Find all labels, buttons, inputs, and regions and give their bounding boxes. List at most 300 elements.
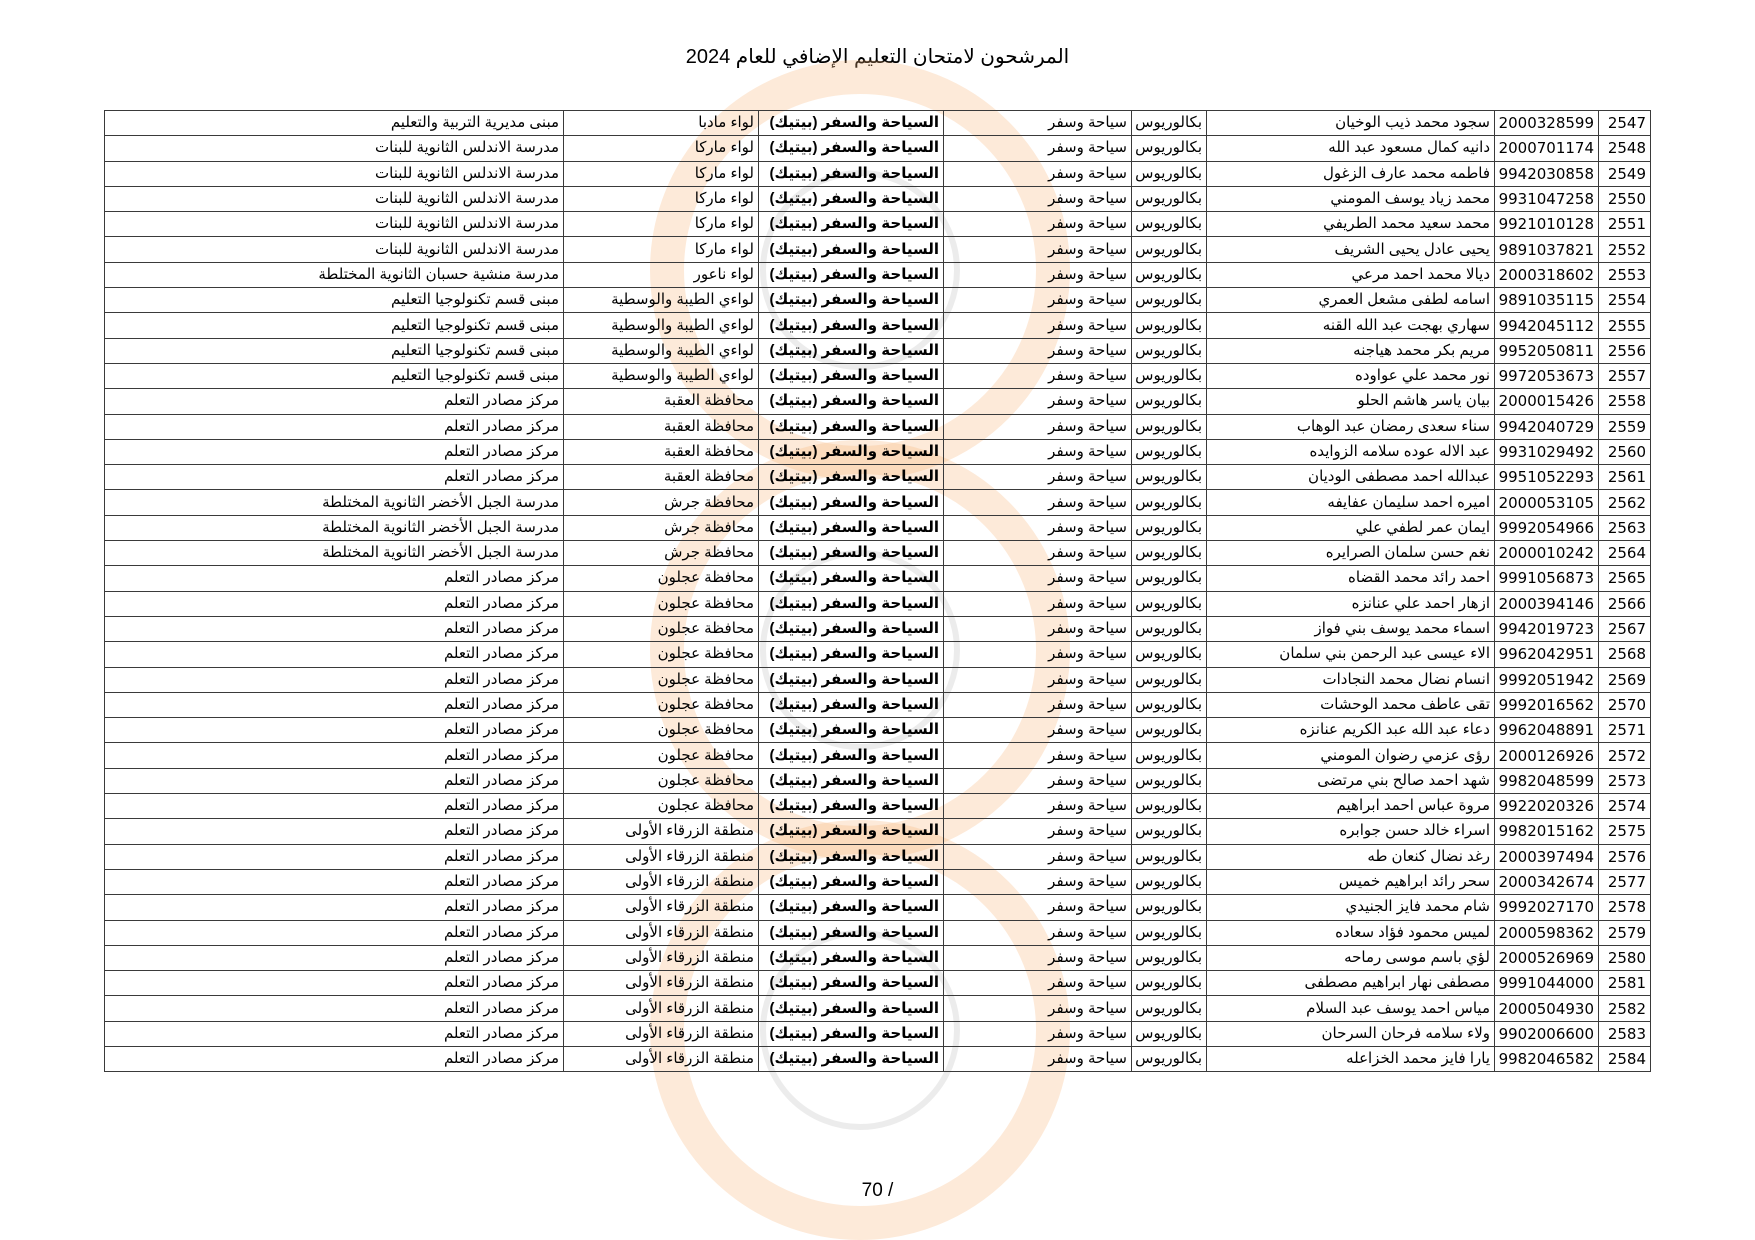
exam-center-cell: مدرسة الاندلس الثانوية للبنات: [105, 186, 564, 211]
national-id-cell: 9942019723: [1495, 616, 1599, 641]
region-cell: منطقة الزرقاء الأولى: [564, 1046, 759, 1071]
region-cell: منطقة الزرقاء الأولى: [564, 971, 759, 996]
table-row: [105, 819, 1651, 844]
region-cell: منطقة الزرقاء الأولى: [564, 996, 759, 1021]
national-id-cell: 9931047258: [1495, 186, 1599, 211]
specialization-cell: السياحة والسفر (بيتيك): [759, 945, 944, 970]
table-row: [105, 642, 1651, 667]
row-seq-cell: 2582: [1599, 996, 1651, 1021]
specialization-cell: السياحة والسفر (بيتيك): [759, 414, 944, 439]
national-id-cell: 9942045112: [1495, 313, 1599, 338]
exam-center-cell: مدرسة منشية حسبان الثانوية المختلطة: [105, 262, 564, 287]
candidate-name-cell: ديالا محمد احمد مرعي: [1207, 262, 1495, 287]
exam-center-cell: مركز مصادر التعلم: [105, 920, 564, 945]
row-seq-cell: 2559: [1599, 414, 1651, 439]
candidate-name-cell: فاطمه محمد عارف الزغول: [1207, 161, 1495, 186]
region-cell: محافظة جرش: [564, 490, 759, 515]
major-cell: سياحة وسفر: [944, 895, 1132, 920]
national-id-cell: 9962042951: [1495, 642, 1599, 667]
specialization-cell: السياحة والسفر (بيتيك): [759, 819, 944, 844]
row-seq-cell: 2575: [1599, 819, 1651, 844]
specialization-cell: السياحة والسفر (بيتيك): [759, 1046, 944, 1071]
region-cell: لواءي الطيبة والوسطية: [564, 338, 759, 363]
degree-cell: بكالوريوس: [1132, 1021, 1207, 1046]
degree-cell: بكالوريوس: [1132, 920, 1207, 945]
degree-cell: بكالوريوس: [1132, 718, 1207, 743]
exam-center-cell: مركز مصادر التعلم: [105, 642, 564, 667]
exam-center-cell: مدرسة الجبل الأخضر الثانوية المختلطة: [105, 541, 564, 566]
exam-center-cell: مدرسة الجبل الأخضر الثانوية المختلطة: [105, 515, 564, 540]
degree-cell: بكالوريوس: [1132, 389, 1207, 414]
table-row: [105, 465, 1651, 490]
national-id-cell: 9891037821: [1495, 237, 1599, 262]
row-seq-cell: 2552: [1599, 237, 1651, 262]
specialization-cell: السياحة والسفر (بيتيك): [759, 844, 944, 869]
degree-cell: بكالوريوس: [1132, 288, 1207, 313]
candidate-name-cell: نغم حسن سلمان الصرايره: [1207, 541, 1495, 566]
row-seq-cell: 2554: [1599, 288, 1651, 313]
table-row: [105, 616, 1651, 641]
table-row: [105, 338, 1651, 363]
exam-center-cell: مركز مصادر التعلم: [105, 743, 564, 768]
row-seq-cell: 2553: [1599, 262, 1651, 287]
candidate-name-cell: دانيه كمال مسعود عبد الله: [1207, 136, 1495, 161]
row-seq-cell: 2555: [1599, 313, 1651, 338]
national-id-cell: 9942030858: [1495, 161, 1599, 186]
degree-cell: بكالوريوس: [1132, 465, 1207, 490]
row-seq-cell: 2571: [1599, 718, 1651, 743]
region-cell: محافظة جرش: [564, 541, 759, 566]
national-id-cell: 9891035115: [1495, 288, 1599, 313]
row-seq-cell: 2548: [1599, 136, 1651, 161]
region-cell: منطقة الزرقاء الأولى: [564, 844, 759, 869]
region-cell: لواءي الطيبة والوسطية: [564, 313, 759, 338]
region-cell: محافظة عجلون: [564, 566, 759, 591]
degree-cell: بكالوريوس: [1132, 541, 1207, 566]
table-row: [105, 794, 1651, 819]
table-row: [105, 667, 1651, 692]
national-id-cell: 9982015162: [1495, 819, 1599, 844]
region-cell: محافظة عجلون: [564, 692, 759, 717]
specialization-cell: السياحة والسفر (بيتيك): [759, 515, 944, 540]
degree-cell: بكالوريوس: [1132, 515, 1207, 540]
table-row: [105, 692, 1651, 717]
major-cell: سياحة وسفر: [944, 465, 1132, 490]
table-row: [105, 869, 1651, 894]
major-cell: سياحة وسفر: [944, 971, 1132, 996]
degree-cell: بكالوريوس: [1132, 642, 1207, 667]
specialization-cell: السياحة والسفر (بيتيك): [759, 869, 944, 894]
table-row: [105, 313, 1651, 338]
region-cell: لواء ماركا: [564, 136, 759, 161]
row-seq-cell: 2560: [1599, 439, 1651, 464]
table-row: [105, 414, 1651, 439]
major-cell: سياحة وسفر: [944, 844, 1132, 869]
national-id-cell: 9931029492: [1495, 439, 1599, 464]
exam-center-cell: مركز مصادر التعلم: [105, 616, 564, 641]
row-seq-cell: 2567: [1599, 616, 1651, 641]
national-id-cell: 9942040729: [1495, 414, 1599, 439]
exam-center-cell: مركز مصادر التعلم: [105, 794, 564, 819]
degree-cell: بكالوريوس: [1132, 161, 1207, 186]
national-id-cell: 9992027170: [1495, 895, 1599, 920]
major-cell: سياحة وسفر: [944, 111, 1132, 136]
candidate-name-cell: اسامه لطفى مشعل العمري: [1207, 288, 1495, 313]
region-cell: لواء ماركا: [564, 237, 759, 262]
major-cell: سياحة وسفر: [944, 743, 1132, 768]
table-row: [105, 945, 1651, 970]
row-seq-cell: 2573: [1599, 768, 1651, 793]
candidate-name-cell: رغد نضال كنعان طه: [1207, 844, 1495, 869]
national-id-cell: 9902006600: [1495, 1021, 1599, 1046]
region-cell: لواء مادبا: [564, 111, 759, 136]
table-row: [105, 186, 1651, 211]
row-seq-cell: 2551: [1599, 212, 1651, 237]
specialization-cell: السياحة والسفر (بيتيك): [759, 1021, 944, 1046]
table-row: [105, 111, 1651, 136]
national-id-cell: 9952050811: [1495, 338, 1599, 363]
degree-cell: بكالوريوس: [1132, 844, 1207, 869]
major-cell: سياحة وسفر: [944, 996, 1132, 1021]
major-cell: سياحة وسفر: [944, 439, 1132, 464]
national-id-cell: 2000126926: [1495, 743, 1599, 768]
region-cell: لواء ناعور: [564, 262, 759, 287]
national-id-cell: 9951052293: [1495, 465, 1599, 490]
table-row: [105, 768, 1651, 793]
exam-center-cell: مركز مصادر التعلم: [105, 718, 564, 743]
national-id-cell: 9982046582: [1495, 1046, 1599, 1071]
national-id-cell: 9991056873: [1495, 566, 1599, 591]
national-id-cell: 9972053673: [1495, 363, 1599, 388]
row-seq-cell: 2547: [1599, 111, 1651, 136]
region-cell: لواءي الطيبة والوسطية: [564, 288, 759, 313]
degree-cell: بكالوريوس: [1132, 996, 1207, 1021]
degree-cell: بكالوريوس: [1132, 262, 1207, 287]
region-cell: محافظة العقبة: [564, 465, 759, 490]
region-cell: محافظة عجلون: [564, 591, 759, 616]
degree-cell: بكالوريوس: [1132, 212, 1207, 237]
specialization-cell: السياحة والسفر (بيتيك): [759, 186, 944, 211]
specialization-cell: السياحة والسفر (بيتيك): [759, 288, 944, 313]
degree-cell: بكالوريوس: [1132, 794, 1207, 819]
specialization-cell: السياحة والسفر (بيتيك): [759, 616, 944, 641]
exam-center-cell: مركز مصادر التعلم: [105, 439, 564, 464]
specialization-cell: السياحة والسفر (بيتيك): [759, 920, 944, 945]
candidate-name-cell: مصطفى نهار ابراهيم مصطفى: [1207, 971, 1495, 996]
specialization-cell: السياحة والسفر (بيتيك): [759, 743, 944, 768]
degree-cell: بكالوريوس: [1132, 616, 1207, 641]
row-seq-cell: 2583: [1599, 1021, 1651, 1046]
degree-cell: بكالوريوس: [1132, 692, 1207, 717]
row-seq-cell: 2549: [1599, 161, 1651, 186]
national-id-cell: 2000526969: [1495, 945, 1599, 970]
exam-center-cell: مركز مصادر التعلم: [105, 945, 564, 970]
exam-center-cell: مركز مصادر التعلم: [105, 1046, 564, 1071]
national-id-cell: 2000701174: [1495, 136, 1599, 161]
degree-cell: بكالوريوس: [1132, 1046, 1207, 1071]
specialization-cell: السياحة والسفر (بيتيك): [759, 136, 944, 161]
specialization-cell: السياحة والسفر (بيتيك): [759, 161, 944, 186]
exam-center-cell: مبنى قسم تكنولوجيا التعليم: [105, 313, 564, 338]
table-row: [105, 389, 1651, 414]
major-cell: سياحة وسفر: [944, 616, 1132, 641]
region-cell: محافظة العقبة: [564, 414, 759, 439]
national-id-cell: 9921010128: [1495, 212, 1599, 237]
candidate-name-cell: اسراء خالد حسن جوابره: [1207, 819, 1495, 844]
specialization-cell: السياحة والسفر (بيتيك): [759, 212, 944, 237]
major-cell: سياحة وسفر: [944, 262, 1132, 287]
row-seq-cell: 2562: [1599, 490, 1651, 515]
candidate-name-cell: ولاء سلامه فرحان السرحان: [1207, 1021, 1495, 1046]
degree-cell: بكالوريوس: [1132, 439, 1207, 464]
exam-center-cell: مركز مصادر التعلم: [105, 591, 564, 616]
exam-center-cell: مركز مصادر التعلم: [105, 414, 564, 439]
exam-center-cell: مركز مصادر التعلم: [105, 996, 564, 1021]
row-seq-cell: 2580: [1599, 945, 1651, 970]
degree-cell: بكالوريوس: [1132, 237, 1207, 262]
page-number: 70 /: [861, 1180, 894, 1201]
candidate-name-cell: شام محمد فايز الجنيدي: [1207, 895, 1495, 920]
row-seq-cell: 2564: [1599, 541, 1651, 566]
exam-center-cell: مدرسة الاندلس الثانوية للبنات: [105, 212, 564, 237]
major-cell: سياحة وسفر: [944, 566, 1132, 591]
region-cell: لواء ماركا: [564, 161, 759, 186]
major-cell: سياحة وسفر: [944, 288, 1132, 313]
row-seq-cell: 2578: [1599, 895, 1651, 920]
candidate-name-cell: لميس محمود فؤاد سعاده: [1207, 920, 1495, 945]
major-cell: سياحة وسفر: [944, 161, 1132, 186]
region-cell: محافظة عجلون: [564, 768, 759, 793]
degree-cell: بكالوريوس: [1132, 136, 1207, 161]
national-id-cell: 9991044000: [1495, 971, 1599, 996]
major-cell: سياحة وسفر: [944, 768, 1132, 793]
exam-center-cell: مبنى قسم تكنولوجيا التعليم: [105, 288, 564, 313]
degree-cell: بكالوريوس: [1132, 768, 1207, 793]
specialization-cell: السياحة والسفر (بيتيك): [759, 439, 944, 464]
major-cell: سياحة وسفر: [944, 237, 1132, 262]
candidate-name-cell: سناء سعدى رمضان عبد الوهاب: [1207, 414, 1495, 439]
candidate-name-cell: احمد رائد محمد القضاه: [1207, 566, 1495, 591]
region-cell: محافظة العقبة: [564, 389, 759, 414]
specialization-cell: السياحة والسفر (بيتيك): [759, 338, 944, 363]
specialization-cell: السياحة والسفر (بيتيك): [759, 996, 944, 1021]
national-id-cell: 9992016562: [1495, 692, 1599, 717]
candidate-name-cell: عبد الاله عوده سلامه الزوايده: [1207, 439, 1495, 464]
major-cell: سياحة وسفر: [944, 718, 1132, 743]
region-cell: لواء ماركا: [564, 212, 759, 237]
major-cell: سياحة وسفر: [944, 490, 1132, 515]
national-id-cell: 2000318602: [1495, 262, 1599, 287]
region-cell: منطقة الزرقاء الأولى: [564, 869, 759, 894]
exam-center-cell: مركز مصادر التعلم: [105, 895, 564, 920]
major-cell: سياحة وسفر: [944, 414, 1132, 439]
major-cell: سياحة وسفر: [944, 363, 1132, 388]
candidate-name-cell: مياس احمد يوسف عبد السلام: [1207, 996, 1495, 1021]
candidate-name-cell: اسماء محمد يوسف بني فواز: [1207, 616, 1495, 641]
national-id-cell: 9922020326: [1495, 794, 1599, 819]
specialization-cell: السياحة والسفر (بيتيك): [759, 591, 944, 616]
exam-center-cell: مدرسة الاندلس الثانوية للبنات: [105, 161, 564, 186]
row-seq-cell: 2563: [1599, 515, 1651, 540]
degree-cell: بكالوريوس: [1132, 667, 1207, 692]
major-cell: سياحة وسفر: [944, 794, 1132, 819]
degree-cell: بكالوريوس: [1132, 363, 1207, 388]
region-cell: محافظة عجلون: [564, 743, 759, 768]
table-row: [105, 212, 1651, 237]
candidate-name-cell: مريم بكر محمد هياجنه: [1207, 338, 1495, 363]
region-cell: منطقة الزرقاء الأولى: [564, 920, 759, 945]
table-row: [105, 262, 1651, 287]
exam-center-cell: مدرسة الجبل الأخضر الثانوية المختلطة: [105, 490, 564, 515]
national-id-cell: 2000598362: [1495, 920, 1599, 945]
candidate-name-cell: رؤى عزمي رضوان المومني: [1207, 743, 1495, 768]
major-cell: سياحة وسفر: [944, 515, 1132, 540]
region-cell: محافظة العقبة: [564, 439, 759, 464]
national-id-cell: 9992054966: [1495, 515, 1599, 540]
specialization-cell: السياحة والسفر (بيتيك): [759, 718, 944, 743]
region-cell: منطقة الزرقاء الأولى: [564, 819, 759, 844]
table-row: [105, 161, 1651, 186]
row-seq-cell: 2566: [1599, 591, 1651, 616]
national-id-cell: 2000053105: [1495, 490, 1599, 515]
specialization-cell: السياحة والسفر (بيتيك): [759, 971, 944, 996]
exam-center-cell: مركز مصادر التعلم: [105, 971, 564, 996]
row-seq-cell: 2570: [1599, 692, 1651, 717]
row-seq-cell: 2558: [1599, 389, 1651, 414]
exam-center-cell: مركز مصادر التعلم: [105, 566, 564, 591]
candidate-name-cell: محمد زياد يوسف المومني: [1207, 186, 1495, 211]
candidate-name-cell: ايمان عمر لطفي علي: [1207, 515, 1495, 540]
candidate-name-cell: دعاء عبد الله عبد الكريم عنانزه: [1207, 718, 1495, 743]
major-cell: سياحة وسفر: [944, 541, 1132, 566]
exam-center-cell: مركز مصادر التعلم: [105, 692, 564, 717]
table-row: [105, 566, 1651, 591]
specialization-cell: السياحة والسفر (بيتيك): [759, 642, 944, 667]
region-cell: محافظة جرش: [564, 515, 759, 540]
national-id-cell: 2000342674: [1495, 869, 1599, 894]
candidate-name-cell: الاء عيسى عبد الرحمن بني سلمان: [1207, 642, 1495, 667]
specialization-cell: السياحة والسفر (بيتيك): [759, 895, 944, 920]
region-cell: منطقة الزرقاء الأولى: [564, 1021, 759, 1046]
exam-center-cell: مركز مصادر التعلم: [105, 667, 564, 692]
specialization-cell: السياحة والسفر (بيتيك): [759, 692, 944, 717]
table-row: [105, 844, 1651, 869]
major-cell: سياحة وسفر: [944, 920, 1132, 945]
exam-center-cell: مركز مصادر التعلم: [105, 819, 564, 844]
table-row: [105, 237, 1651, 262]
exam-center-cell: مركز مصادر التعلم: [105, 768, 564, 793]
table-row: [105, 591, 1651, 616]
candidate-name-cell: انسام نضال محمد النجادات: [1207, 667, 1495, 692]
major-cell: سياحة وسفر: [944, 591, 1132, 616]
exam-center-cell: مبنى مديرية التربية والتعليم: [105, 111, 564, 136]
page-title: المرشحون لامتحان التعليم الإضافي للعام 2024: [685, 46, 1070, 68]
table-row: [105, 718, 1651, 743]
major-cell: سياحة وسفر: [944, 389, 1132, 414]
table-row: [105, 288, 1651, 313]
exam-center-cell: مركز مصادر التعلم: [105, 389, 564, 414]
degree-cell: بكالوريوس: [1132, 971, 1207, 996]
region-cell: محافظة عجلون: [564, 667, 759, 692]
degree-cell: بكالوريوس: [1132, 490, 1207, 515]
row-seq-cell: 2574: [1599, 794, 1651, 819]
row-seq-cell: 2584: [1599, 1046, 1651, 1071]
table-row: [105, 1021, 1651, 1046]
row-seq-cell: 2565: [1599, 566, 1651, 591]
row-seq-cell: 2556: [1599, 338, 1651, 363]
specialization-cell: السياحة والسفر (بيتيك): [759, 794, 944, 819]
exam-center-cell: مركز مصادر التعلم: [105, 844, 564, 869]
degree-cell: بكالوريوس: [1132, 566, 1207, 591]
national-id-cell: 2000394146: [1495, 591, 1599, 616]
region-cell: منطقة الزرقاء الأولى: [564, 895, 759, 920]
major-cell: سياحة وسفر: [944, 338, 1132, 363]
national-id-cell: 2000010242: [1495, 541, 1599, 566]
national-id-cell: 2000328599: [1495, 111, 1599, 136]
candidate-name-cell: بيان ياسر هاشم الحلو: [1207, 389, 1495, 414]
national-id-cell: 2000504930: [1495, 996, 1599, 1021]
exam-center-cell: مركز مصادر التعلم: [105, 1021, 564, 1046]
degree-cell: بكالوريوس: [1132, 338, 1207, 363]
table-row: [105, 541, 1651, 566]
candidate-name-cell: يحيى عادل يحيى الشريف: [1207, 237, 1495, 262]
major-cell: سياحة وسفر: [944, 869, 1132, 894]
national-id-cell: 9962048891: [1495, 718, 1599, 743]
row-seq-cell: 2581: [1599, 971, 1651, 996]
row-seq-cell: 2572: [1599, 743, 1651, 768]
major-cell: سياحة وسفر: [944, 945, 1132, 970]
degree-cell: بكالوريوس: [1132, 591, 1207, 616]
major-cell: سياحة وسفر: [944, 692, 1132, 717]
degree-cell: بكالوريوس: [1132, 111, 1207, 136]
table-row: [105, 490, 1651, 515]
row-seq-cell: 2579: [1599, 920, 1651, 945]
row-seq-cell: 2561: [1599, 465, 1651, 490]
candidates-table: [104, 110, 1651, 1072]
major-cell: سياحة وسفر: [944, 186, 1132, 211]
row-seq-cell: 2576: [1599, 844, 1651, 869]
specialization-cell: السياحة والسفر (بيتيك): [759, 389, 944, 414]
specialization-cell: السياحة والسفر (بيتيك): [759, 768, 944, 793]
major-cell: سياحة وسفر: [944, 642, 1132, 667]
degree-cell: بكالوريوس: [1132, 414, 1207, 439]
candidate-name-cell: سجود محمد ذيب الوخيان: [1207, 111, 1495, 136]
specialization-cell: السياحة والسفر (بيتيك): [759, 363, 944, 388]
degree-cell: بكالوريوس: [1132, 313, 1207, 338]
exam-center-cell: مركز مصادر التعلم: [105, 465, 564, 490]
specialization-cell: السياحة والسفر (بيتيك): [759, 490, 944, 515]
major-cell: سياحة وسفر: [944, 136, 1132, 161]
table-row: [105, 996, 1651, 1021]
degree-cell: بكالوريوس: [1132, 945, 1207, 970]
table-body: [105, 111, 1651, 1072]
candidate-name-cell: محمد سعيد محمد الطريفي: [1207, 212, 1495, 237]
table-row: [105, 895, 1651, 920]
national-id-cell: 9992051942: [1495, 667, 1599, 692]
specialization-cell: السياحة والسفر (بيتيك): [759, 313, 944, 338]
candidate-name-cell: ازهار احمد علي عنانزه: [1207, 591, 1495, 616]
degree-cell: بكالوريوس: [1132, 895, 1207, 920]
row-seq-cell: 2550: [1599, 186, 1651, 211]
specialization-cell: السياحة والسفر (بيتيك): [759, 667, 944, 692]
candidate-name-cell: اميره احمد سليمان عفايفه: [1207, 490, 1495, 515]
specialization-cell: السياحة والسفر (بيتيك): [759, 262, 944, 287]
exam-center-cell: مبنى قسم تكنولوجيا التعليم: [105, 363, 564, 388]
region-cell: منطقة الزرقاء الأولى: [564, 945, 759, 970]
national-id-cell: 2000397494: [1495, 844, 1599, 869]
table-row: [105, 971, 1651, 996]
degree-cell: بكالوريوس: [1132, 186, 1207, 211]
